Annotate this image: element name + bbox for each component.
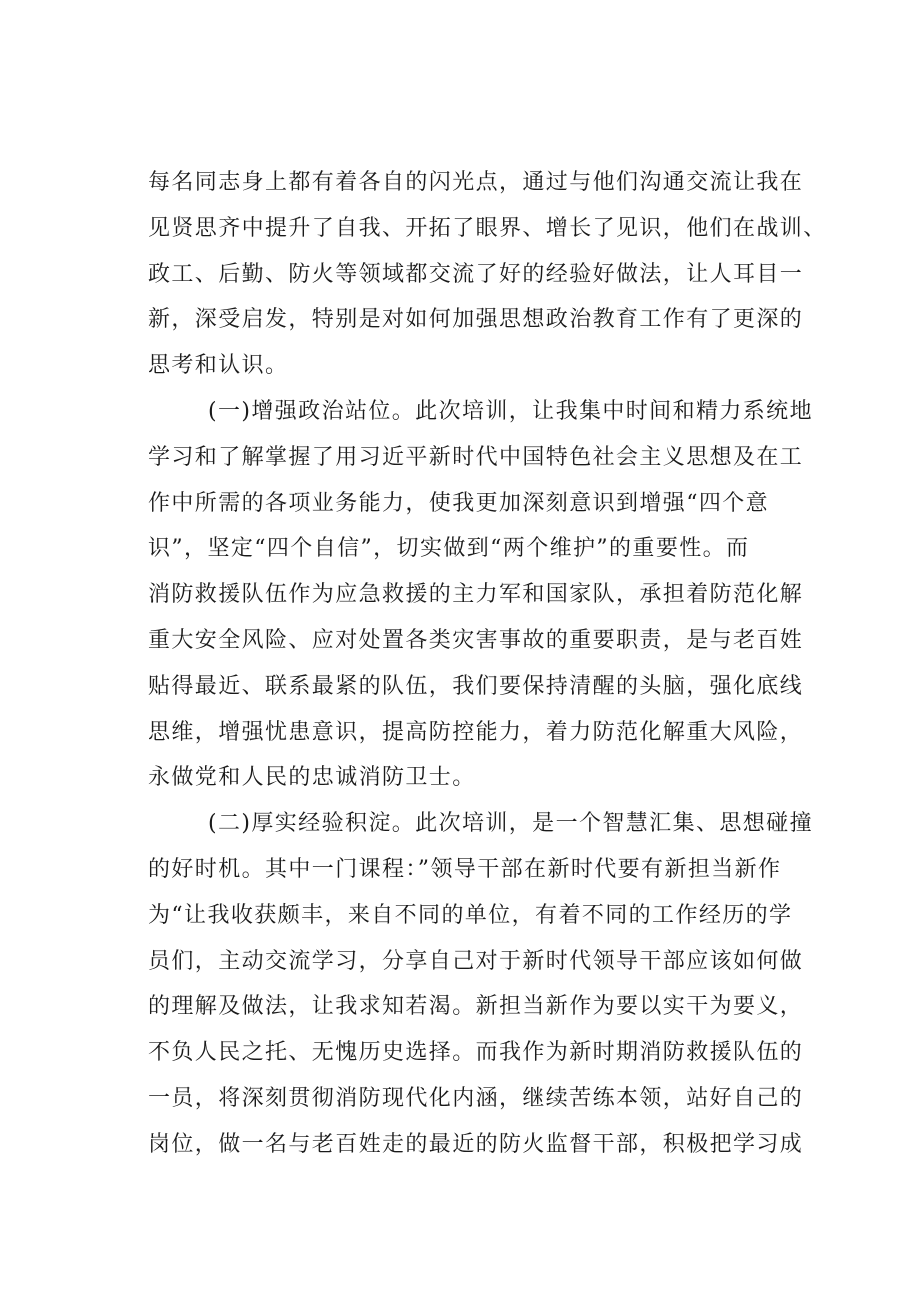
text-line: 的理解及做法，让我求知若渴。新担当新作为要以实干为要义， — [148, 994, 804, 1020]
text-line: 一员，将深刻贯彻消防现代化内涵，继续苦练本领，站好自己的 — [148, 1085, 804, 1111]
text-line: 员们，主动交流学习，分享自己对于新时代领导干部应该如何做 — [148, 948, 804, 974]
text-line: 作中所需的各项业务能力，使我更加深刻意识到增强“四个意 — [148, 490, 770, 516]
section-heading-line: (二)厚实经验积淀。此次培训，是一个智慧汇集、思想碰撞 — [208, 811, 813, 837]
text-line: 为“让我收获颇丰，来自不同的单位，有着不同的工作经历的学 — [148, 902, 793, 928]
text-line: 的好时机。其中一门课程：”领导干部在新时代要有新担当新作 — [148, 856, 782, 882]
text-line: 识”，坚定“四个自信”，切实做到“两个维护”的重要性。而 — [148, 536, 750, 562]
paragraph-intro — [148, 160, 827, 389]
text-line: 贴得最近、联系最紧的队伍，我们要保持清醒的头脑，强化底线 — [148, 673, 804, 699]
text-line: 新，深受启发，特别是对如何加强思想政治教育工作有了更深的 — [148, 307, 804, 333]
text-line: 永做党和人民的忠诚消防卫士。 — [148, 765, 476, 791]
text-line: 岗位，做一名与老百姓走的最近的防火监督干部，积极把学习成 — [148, 1131, 804, 1157]
text-line: 重大安全风险、应对处置各类灾害事故的重要职责，是与老百姓 — [148, 627, 804, 653]
text-line: 思考和认识。 — [148, 353, 289, 379]
text-line: 政工、后勤、防火等领域都交流了好的经验好做法，让人耳目一 — [148, 261, 804, 287]
text-line: 每名同志身上都有着各自的闪光点，通过与他们沟通交流让我在 — [148, 170, 804, 195]
text-line: 学习和了解掌握了用习近平新时代中国特色社会主义思想及在工 — [148, 444, 804, 470]
text-line: 不负人民之托、无愧历史选择。而我作为新时期消防救援队伍的 — [148, 1040, 804, 1066]
paragraph-section-1 — [148, 389, 813, 801]
section-heading-line: (一)增强政治站位。此次培训，让我集中时间和精力系统地 — [208, 398, 813, 424]
text-line: 见贤思齐中提升了自我、开拓了眼界、增长了见识，他们在战训、 — [148, 215, 827, 241]
text-line: 消防救援队伍作为应急救援的主力军和国家队，承担着防范化解 — [148, 582, 804, 608]
document-body — [148, 160, 827, 1168]
text-line: 思维，增强忧患意识，提高防控能力，着力防范化解重大风险， — [148, 719, 804, 745]
paragraph-section-2 — [148, 801, 813, 1167]
